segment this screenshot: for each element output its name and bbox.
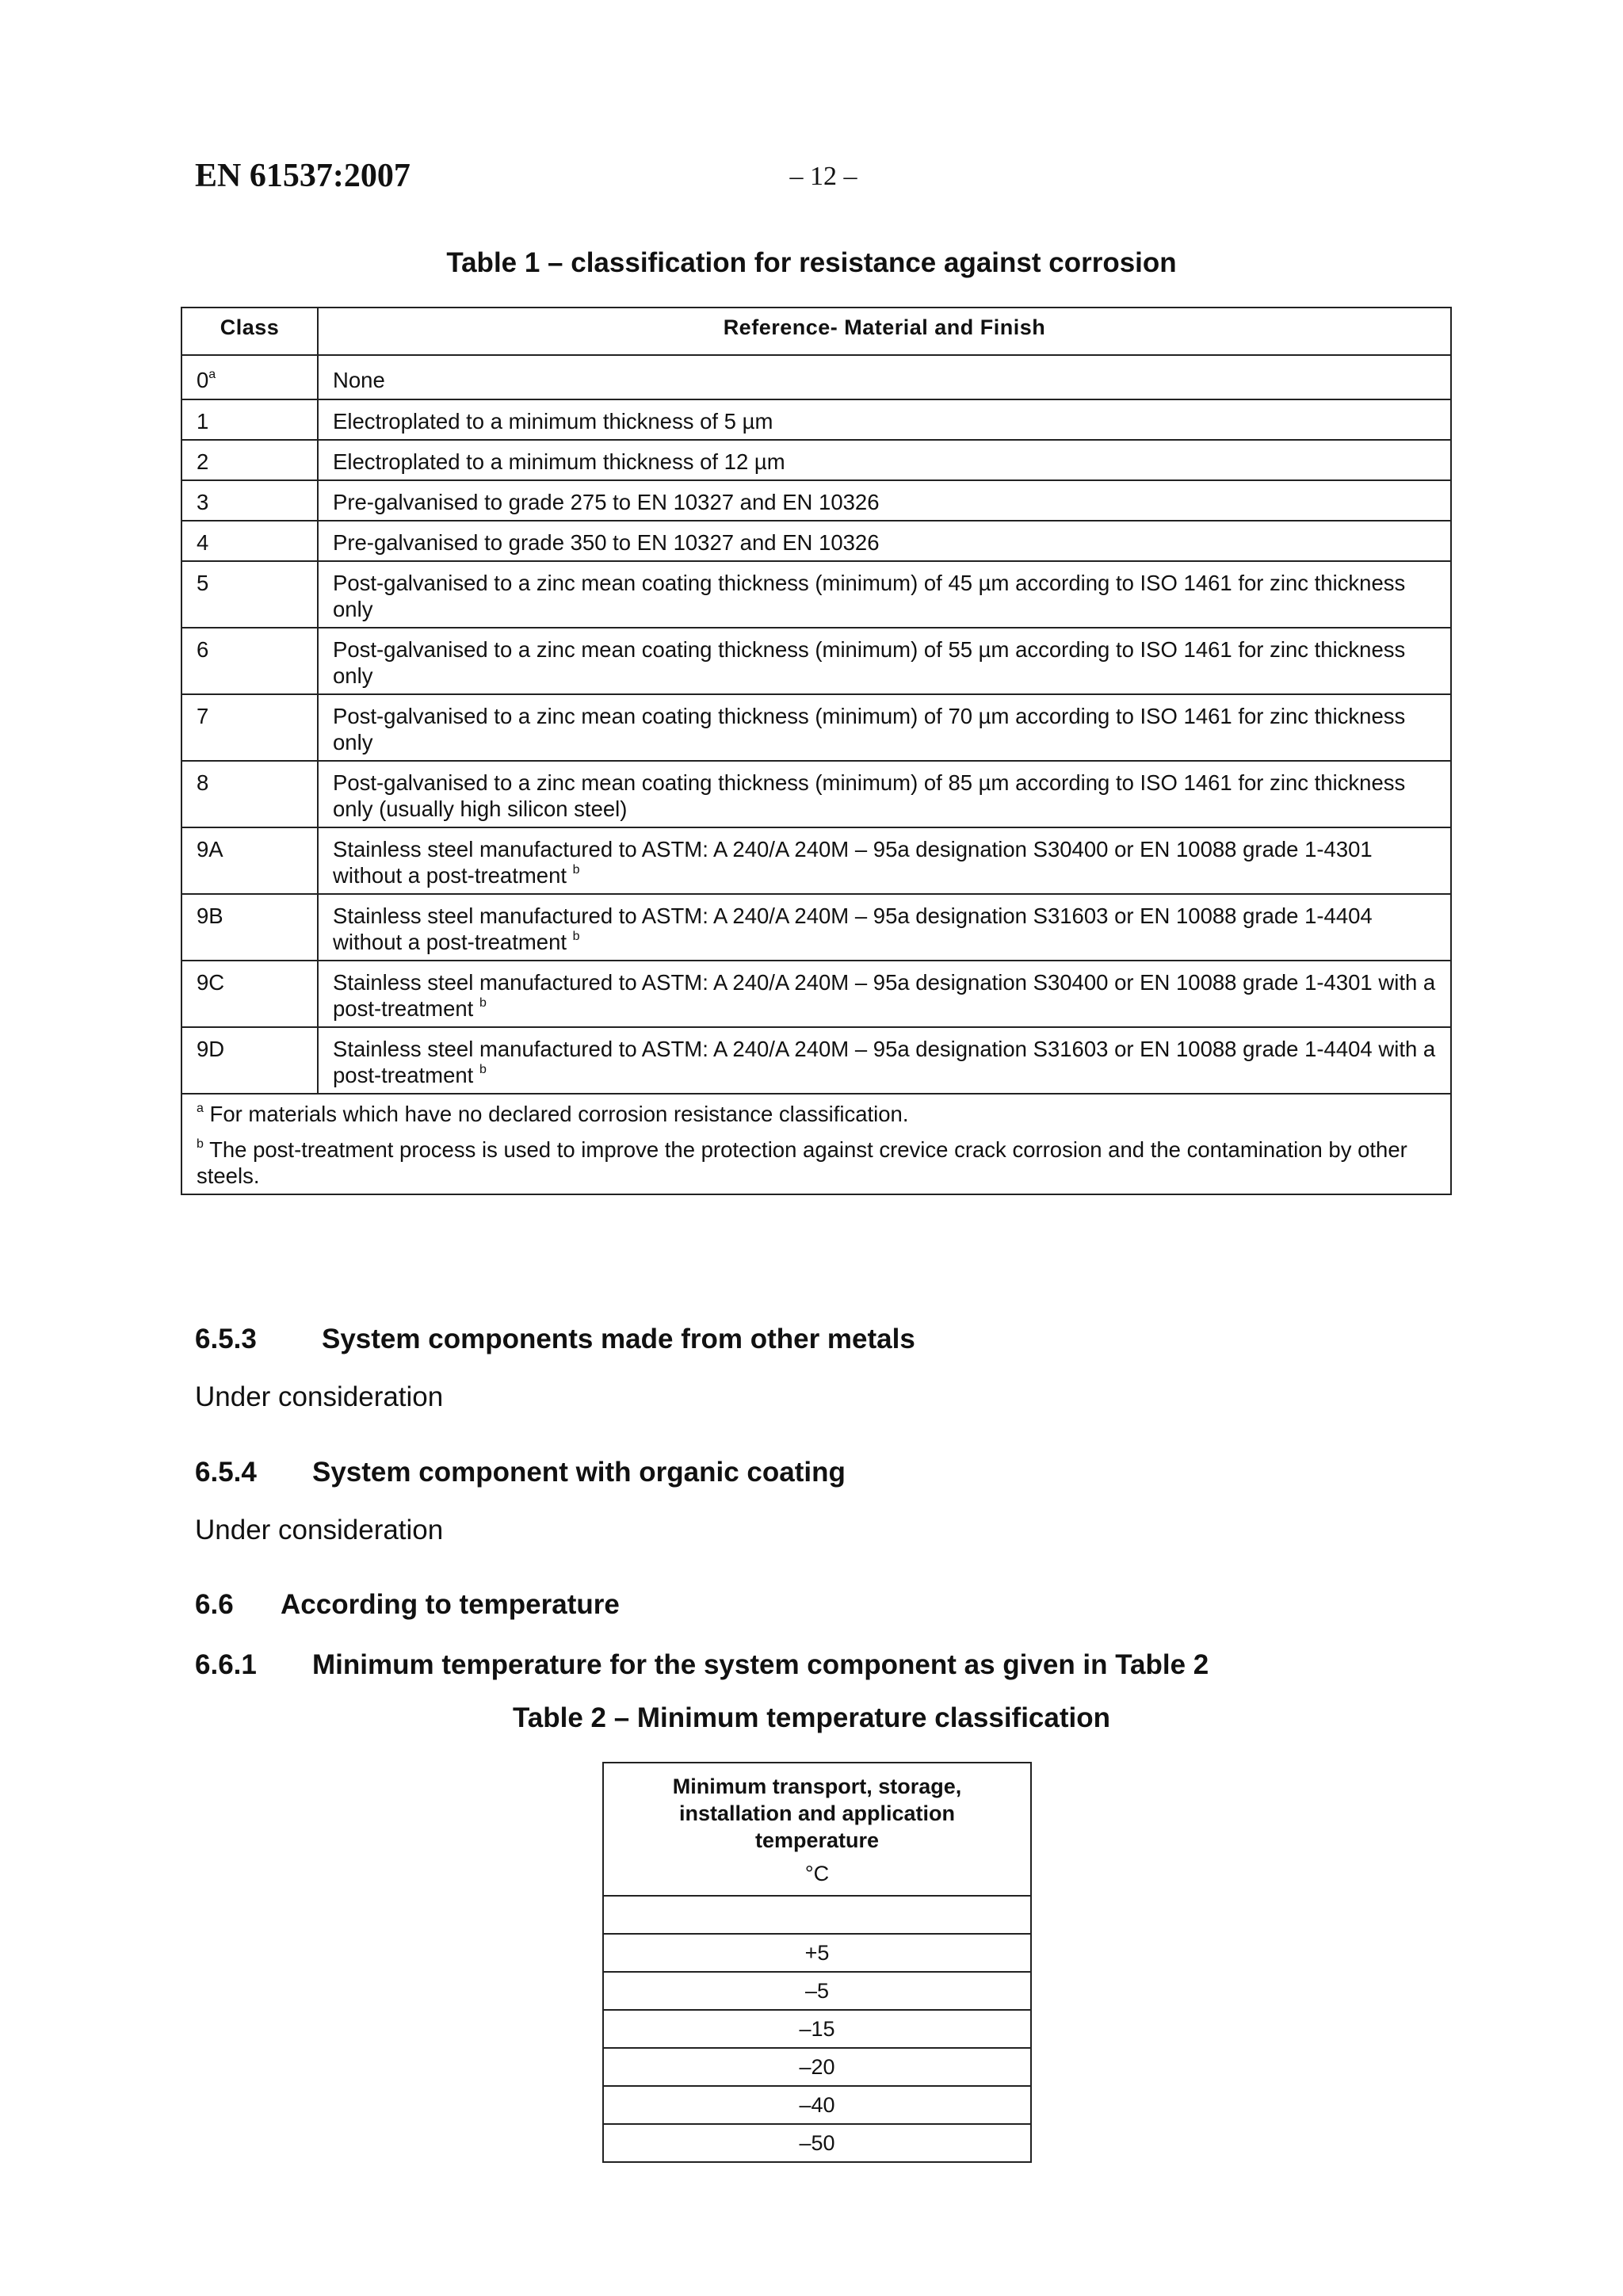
description-cell [318, 440, 1451, 480]
section-body-6-5-3: Under consideration [195, 1381, 444, 1412]
description-cell [318, 761, 1451, 827]
section-number: 6.5.4 [195, 1457, 257, 1488]
table1-notes-cell [181, 1094, 1451, 1194]
table-row [181, 761, 1451, 827]
class-value: 8 [197, 770, 209, 795]
class-cell [181, 761, 318, 827]
description-cell [318, 480, 1451, 521]
table-row [181, 355, 1451, 399]
description-text: None [333, 368, 385, 392]
description-cell [318, 521, 1451, 561]
description-text: Pre-galvanised to grade 350 to EN 10327 and EN 10326 [333, 530, 880, 555]
class-value: 9B [197, 904, 223, 928]
class-cell [181, 894, 318, 961]
class-value: 9C [197, 970, 225, 995]
description-text: Stainless steel manufactured to ASTM: A 240/A 240M – 95a designation S30400 or EN 10088 grade 1-4301 with a post-treatment [333, 970, 1436, 1021]
table-row [603, 2124, 1031, 2162]
table-row [181, 628, 1451, 694]
column-header-reference: Reference- Material and Finish [318, 308, 1451, 355]
description-text: Post-galvanised to a zinc mean coating thickness (minimum) of 85 µm according to ISO 1461 for zinc thickness only (usually high silicon steel) [333, 770, 1406, 821]
description-cell [318, 827, 1451, 894]
description-cell [318, 894, 1451, 961]
temperature-cell: –15 [603, 2010, 1031, 2048]
class-value: 2 [197, 449, 209, 474]
class-value: 1 [197, 409, 209, 434]
description-text: Electroplated to a minimum thickness of 12 µm [333, 449, 785, 474]
class-value: 9D [197, 1037, 225, 1061]
class-value: 7 [197, 704, 209, 728]
section-title: System component with organic coating [312, 1457, 846, 1488]
description-text: Stainless steel manufactured to ASTM: A 240/A 240M – 95a designation S30400 or EN 10088 grade 1-4301 without a post-treatment [333, 837, 1373, 888]
minimum-temperature-table [602, 1762, 1032, 2163]
description-cell [318, 628, 1451, 694]
description-cell [318, 355, 1451, 399]
footnote-marker: b [479, 996, 487, 1010]
table1-body [181, 355, 1451, 1194]
section-heading-6-6-1 [195, 1649, 1209, 1681]
table-row [603, 1972, 1031, 2010]
class-cell [181, 440, 318, 480]
table1-header-row [181, 308, 1451, 355]
table-row [181, 961, 1451, 1027]
table-row [181, 521, 1451, 561]
description-text: Post-galvanised to a zinc mean coating thickness (minimum) of 70 µm according to ISO 1461 for zinc thickness only [333, 704, 1406, 755]
temperature-cell: –40 [603, 2086, 1031, 2124]
temperature-cell: +5 [603, 1934, 1031, 1972]
section-title: Minimum temperature for the system component as given in Table 2 [312, 1649, 1209, 1680]
class-cell [181, 961, 318, 1027]
section-title: According to temperature [281, 1589, 620, 1620]
class-cell [181, 355, 318, 399]
section-heading-6-5-4 [195, 1457, 846, 1488]
class-value: 0 [197, 368, 209, 392]
description-cell [318, 694, 1451, 761]
description-text: Stainless steel manufactured to ASTM: A 240/A 240M – 95a designation S31603 or EN 10088 grade 1-4404 with a post-treatment [333, 1037, 1436, 1087]
class-cell [181, 694, 318, 761]
description-text: Post-galvanised to a zinc mean coating thickness (minimum) of 55 µm according to ISO 1461 for zinc thickness only [333, 637, 1406, 688]
class-cell [181, 480, 318, 521]
description-text: Stainless steel manufactured to ASTM: A 240/A 240M – 95a designation S31603 or EN 10088 grade 1-4404 without a post-treatment [333, 904, 1373, 954]
temperature-cell: –50 [603, 2124, 1031, 2162]
corrosion-classification-table [181, 307, 1452, 1195]
section-number: 6.6 [195, 1589, 234, 1620]
table-row [181, 480, 1451, 521]
table-row [603, 2010, 1031, 2048]
class-cell [181, 628, 318, 694]
description-cell [318, 561, 1451, 628]
footnote-marker: a [197, 1102, 204, 1115]
table2-header-text: Minimum transport, storage, installation and application temperature [672, 1775, 962, 1852]
table2-header-cell [603, 1763, 1031, 1896]
table-row [181, 827, 1451, 894]
table-row [181, 1027, 1451, 1094]
description-cell [318, 1027, 1451, 1094]
table-footnote [197, 1137, 1436, 1189]
class-value: 4 [197, 530, 209, 555]
table-row [181, 894, 1451, 961]
section-heading-6-6 [195, 1589, 620, 1621]
table-row [181, 694, 1451, 761]
description-cell [318, 961, 1451, 1027]
footnote-marker: b [572, 930, 580, 943]
table2-unit: °C [804, 1862, 830, 1885]
footnote-marker: b [479, 1063, 487, 1076]
section-number: 6.6.1 [195, 1649, 257, 1680]
column-header-class: Class [181, 308, 318, 355]
class-cell [181, 521, 318, 561]
table-row [603, 2086, 1031, 2124]
class-value: 9A [197, 837, 223, 861]
description-text: Pre-galvanised to grade 275 to EN 10327 and EN 10326 [333, 490, 880, 514]
footnote-text: For materials which have no declared corrosion resistance classification. [209, 1102, 909, 1126]
temperature-cell: –5 [603, 1972, 1031, 2010]
class-cell [181, 827, 318, 894]
footnote-text: The post-treatment process is used to improve the protection against crevice crack corrosion and the contamination by other steels. [197, 1137, 1407, 1188]
class-cell [181, 1027, 318, 1094]
table-row [181, 399, 1451, 440]
section-title: System components made from other metals [322, 1324, 915, 1354]
table-row [181, 440, 1451, 480]
class-value: 3 [197, 490, 209, 514]
page-number: – 12 – [789, 162, 857, 191]
class-cell [181, 561, 318, 628]
table-row [603, 1896, 1031, 1934]
table2-caption: Table 2 – Minimum temperature classification [512, 1702, 1111, 1733]
section-number: 6.5.3 [195, 1324, 257, 1354]
table-row [181, 561, 1451, 628]
description-text: Electroplated to a minimum thickness of 5 µm [333, 409, 773, 434]
footnote-marker: a [208, 368, 216, 381]
section-body-6-5-4: Under consideration [195, 1515, 444, 1545]
table2-header-row [603, 1763, 1031, 1896]
table-footnote [197, 1101, 1436, 1127]
description-cell [318, 399, 1451, 440]
class-cell [181, 399, 318, 440]
class-value: 6 [197, 637, 209, 662]
document-code: EN 61537:2007 [195, 158, 411, 194]
description-text: Post-galvanised to a zinc mean coating thickness (minimum) of 45 µm according to ISO 1461 for zinc thickness only [333, 571, 1406, 621]
table1-notes-row [181, 1094, 1451, 1194]
section-heading-6-5-3 [195, 1324, 915, 1355]
temperature-cell: –20 [603, 2048, 1031, 2086]
class-value: 5 [197, 571, 209, 595]
footnote-marker: b [572, 863, 580, 877]
temperature-cell [603, 1896, 1031, 1934]
table1-caption: Table 1 – classification for resistance against corrosion [446, 247, 1177, 278]
footnote-marker: b [197, 1137, 204, 1151]
table-row [603, 1934, 1031, 1972]
table-row [603, 2048, 1031, 2086]
